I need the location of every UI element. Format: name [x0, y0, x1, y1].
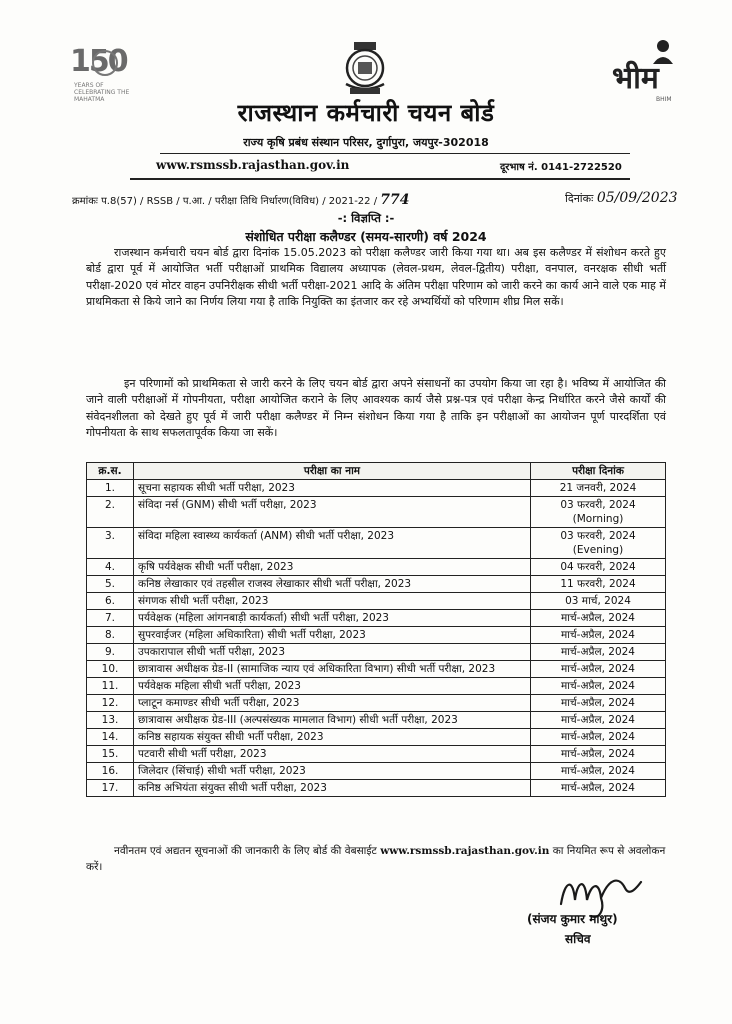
serial-cell: 15. — [87, 746, 134, 763]
signatory-title: सचिव — [565, 932, 591, 946]
footer-website-link[interactable]: www.rsmssb.rajasthan.gov.in — [380, 845, 550, 857]
serial-cell: 1. — [87, 480, 134, 497]
exam-date-cell: 03 फरवरी, 2024 (Morning) — [531, 497, 666, 528]
logo-number: 150 — [70, 44, 127, 79]
serial-cell: 4. — [87, 559, 134, 576]
header-serial: क्र.स. — [87, 463, 134, 480]
table-row — [87, 480, 666, 497]
table-row — [87, 695, 666, 712]
table-row — [87, 559, 666, 576]
exam-date-cell: मार्च-अप्रैल, 2024 — [531, 780, 666, 797]
exam-date-cell: 03 फरवरी, 2024 (Evening) — [531, 528, 666, 559]
exam-date-cell: मार्च-अप्रैल, 2024 — [531, 746, 666, 763]
exam-date-cell: मार्च-अप्रैल, 2024 — [531, 678, 666, 695]
exam-date-cell: 03 मार्च, 2024 — [531, 593, 666, 610]
exam-name-cell: पर्यवेक्षक (महिला आंगनबाड़ी कार्यकर्ता) सीधी भर्ती परीक्षा, 2023 — [134, 610, 531, 627]
exam-date-cell: 04 फरवरी, 2024 — [531, 559, 666, 576]
table-row — [87, 780, 666, 797]
table-row — [87, 644, 666, 661]
table-row — [87, 576, 666, 593]
logo-caption: YEARS OF CELEBRATING THE MAHATMA — [74, 82, 130, 103]
paragraph-1: राजस्थान कर्मचारी चयन बोर्ड द्वारा दिनांक 15.05.2023 को परीक्षा कलैण्डर जारी किया गया था। अब इस कलैण्डर में संशोधन करते हुए बोर्ड द्वारा पूर्व में आयोजित भर्ती परीक्षाओं प्राथमिक विद्यालय अध्यापक (लेवल-प्रथम, लेवल-द्वितीय) परीक्षा, वनपाल, वनरक्षक सीधी भर्ती परीक्षा-2020 एवं मोटर वाहन उपनिरीक्षक सीधी भर्ती परीक्षा-2021 आदि के अंतिम परीक्षा परिणाम को जारी करने का कार्य आने वाले एक माह में प्राथमिकता से किये जाने का निर्णय लिया गया है ताकि नियुक्ति का इंतजार कर रहे अभ्यर्थियों को परिणाम शीघ्र मिल सकें। — [86, 246, 666, 309]
table-row — [87, 746, 666, 763]
exam-date-cell: मार्च-अप्रैल, 2024 — [531, 644, 666, 661]
exam-name-cell: पटवारी सीधी भर्ती परीक्षा, 2023 — [134, 746, 531, 763]
serial-cell: 17. — [87, 780, 134, 797]
exam-date-cell: मार्च-अप्रैल, 2024 — [531, 661, 666, 678]
exam-name-cell: संविदा महिला स्वास्थ्य कार्यकर्ता (ANM) सीधी भर्ती परीक्षा, 2023 — [134, 528, 531, 559]
serial-cell: 7. — [87, 610, 134, 627]
exam-date-cell: मार्च-अप्रैल, 2024 — [531, 729, 666, 746]
exam-name-cell: संगणक सीधी भर्ती परीक्षा, 2023 — [134, 593, 531, 610]
header-exam-name: परीक्षा का नाम — [134, 463, 531, 480]
paragraph-2: इन परिणामों को प्राथमिकता से जारी करने के लिए चयन बोर्ड द्वारा अपने संसाधनों का उपयोग किया जा रहा है। भविष्य में आयोजित की जाने वाली परीक्षाओं में गोपनीयता, परीक्षा आयोजित कराने के लिए आवश्यक कार्य जैसे प्रश्न-पत्र एवं परीक्षा केन्द्र निर्धारित करने जैसे कार्यों की संवेदनशीलता को देखते हुए पूर्व में जारी परीक्षा कलैण्डर में निम्न संशोधन किया गया है ताकि इन परीक्षाओं का आयोजन पूर्ण पारदर्शिता एवं गोपनीयता के साथ सफलतापूर्वक किया जा सकें। — [86, 377, 666, 440]
exam-name-cell: कनिष्ठ लेखाकार एवं तहसील राजस्व लेखाकार सीधी भर्ती परीक्षा, 2023 — [134, 576, 531, 593]
serial-cell: 12. — [87, 695, 134, 712]
reference-number-text: क्रमांकः प.8(57) / RSSB / प.आ. / परीक्षा तिथि निर्धारण(विविध) / 2021-22 / — [72, 196, 378, 207]
header-exam-date: परीक्षा दिनांक — [531, 463, 666, 480]
notice-subject: संशोधित परीक्षा कलैण्डर (समय-सारणी) वर्ष 2024 — [245, 229, 487, 244]
serial-cell: 13. — [87, 712, 134, 729]
charkha-wheel-icon — [92, 50, 118, 76]
table-row — [87, 627, 666, 644]
issue-date-label: दिनांकः — [565, 192, 594, 205]
board-emblem-icon — [340, 40, 390, 96]
table-row — [87, 610, 666, 627]
exam-name-cell: छात्रावास अधीक्षक ग्रेड-II (सामाजिक न्याय एवं अधिकारिता विभाग) सीधी भर्ती परीक्षा, 2023 — [134, 661, 531, 678]
serial-cell: 10. — [87, 661, 134, 678]
serial-cell: 6. — [87, 593, 134, 610]
footer-note-before: नवीनतम एवं अद्यतन सूचनाओं की जानकारी के लिए बोर्ड की वेबसाईट — [114, 845, 377, 857]
serial-cell: 3. — [87, 528, 134, 559]
table-row — [87, 528, 666, 559]
header-divider-bottom — [130, 178, 630, 180]
header-divider — [160, 153, 630, 154]
exam-date-cell: मार्च-अप्रैल, 2024 — [531, 712, 666, 729]
serial-cell: 2. — [87, 497, 134, 528]
exam-date-cell: मार्च-अप्रैल, 2024 — [531, 763, 666, 780]
table-row — [87, 661, 666, 678]
exam-name-cell: कनिष्ठ अभियंता संयुक्त सीधी भर्ती परीक्षा, 2023 — [134, 780, 531, 797]
serial-cell: 11. — [87, 678, 134, 695]
serial-cell: 9. — [87, 644, 134, 661]
organization-title: राजस्थान कर्मचारी चयन बोर्ड — [237, 99, 495, 127]
exam-name-cell: पर्यवेक्षक महिला सीधी भर्ती परीक्षा, 2023 — [134, 678, 531, 695]
exam-name-cell: सूचना सहायक सीधी भर्ती परीक्षा, 2023 — [134, 480, 531, 497]
serial-cell: 5. — [87, 576, 134, 593]
exam-date-cell: 21 जनवरी, 2024 — [531, 480, 666, 497]
exam-name-cell: कृषि पर्यवेक्षक सीधी भर्ती परीक्षा, 2023 — [134, 559, 531, 576]
table-row — [87, 678, 666, 695]
serial-cell: 8. — [87, 627, 134, 644]
bhim-logo-word: भीम — [612, 61, 659, 96]
notice-heading: -: विज्ञप्ति :- — [337, 211, 395, 225]
exam-name-cell: छात्रावास अधीक्षक ग्रेड-III (अल्पसंख्यक मामलात विभाग) सीधी भर्ती परीक्षा, 2023 — [134, 712, 531, 729]
issue-date — [565, 190, 678, 206]
table-row — [87, 497, 666, 528]
table-row — [87, 729, 666, 746]
footer-note-after: का नियमित रूप से अवलोकन करें। — [86, 845, 666, 873]
bhim-logo-sub: BHIM — [656, 96, 672, 103]
exam-date-cell: 11 फरवरी, 2024 — [531, 576, 666, 593]
exam-date-cell: मार्च-अप्रैल, 2024 — [531, 695, 666, 712]
exam-name-cell: जिलेदार (सिंचाई) सीधी भर्ती परीक्षा, 2023 — [134, 763, 531, 780]
exam-date-cell: मार्च-अप्रैल, 2024 — [531, 610, 666, 627]
reference-number — [72, 192, 410, 208]
table-row — [87, 712, 666, 729]
serial-cell: 16. — [87, 763, 134, 780]
organization-address: राज्य कृषि प्रबंध संस्थान परिसर, दुर्गापुरा, जयपुर-302018 — [243, 136, 489, 149]
website-link[interactable]: www.rsmssb.rajasthan.gov.in — [156, 158, 350, 172]
reference-number-handwritten: 774 — [380, 192, 410, 208]
table-header-row — [87, 463, 666, 480]
signatory-name: (संजय कुमार माथुर) — [527, 912, 618, 926]
exam-name-cell: उपकारापाल सीधी भर्ती परीक्षा, 2023 — [134, 644, 531, 661]
phone-number: दूरभाष नं. 0141-2722520 — [500, 162, 622, 173]
exam-name-cell: प्लाटून कमाण्डर सीधी भर्ती परीक्षा, 2023 — [134, 695, 531, 712]
exam-name-cell: सुपरवाईजर (महिला अधिकारिता) सीधी भर्ती परीक्षा, 2023 — [134, 627, 531, 644]
issue-date-handwritten: 05/09/2023 — [596, 190, 678, 206]
exam-name-cell: संविदा नर्स (GNM) सीधी भर्ती परीक्षा, 2023 — [134, 497, 531, 528]
exam-name-cell: कनिष्ठ सहायक संयुक्त सीधी भर्ती परीक्षा, 2023 — [134, 729, 531, 746]
serial-cell: 14. — [87, 729, 134, 746]
exam-date-cell: मार्च-अप्रैल, 2024 — [531, 627, 666, 644]
gandhi-150-logo — [70, 44, 140, 104]
exam-schedule-table — [86, 462, 666, 797]
table-row — [87, 593, 666, 610]
table-row — [87, 763, 666, 780]
